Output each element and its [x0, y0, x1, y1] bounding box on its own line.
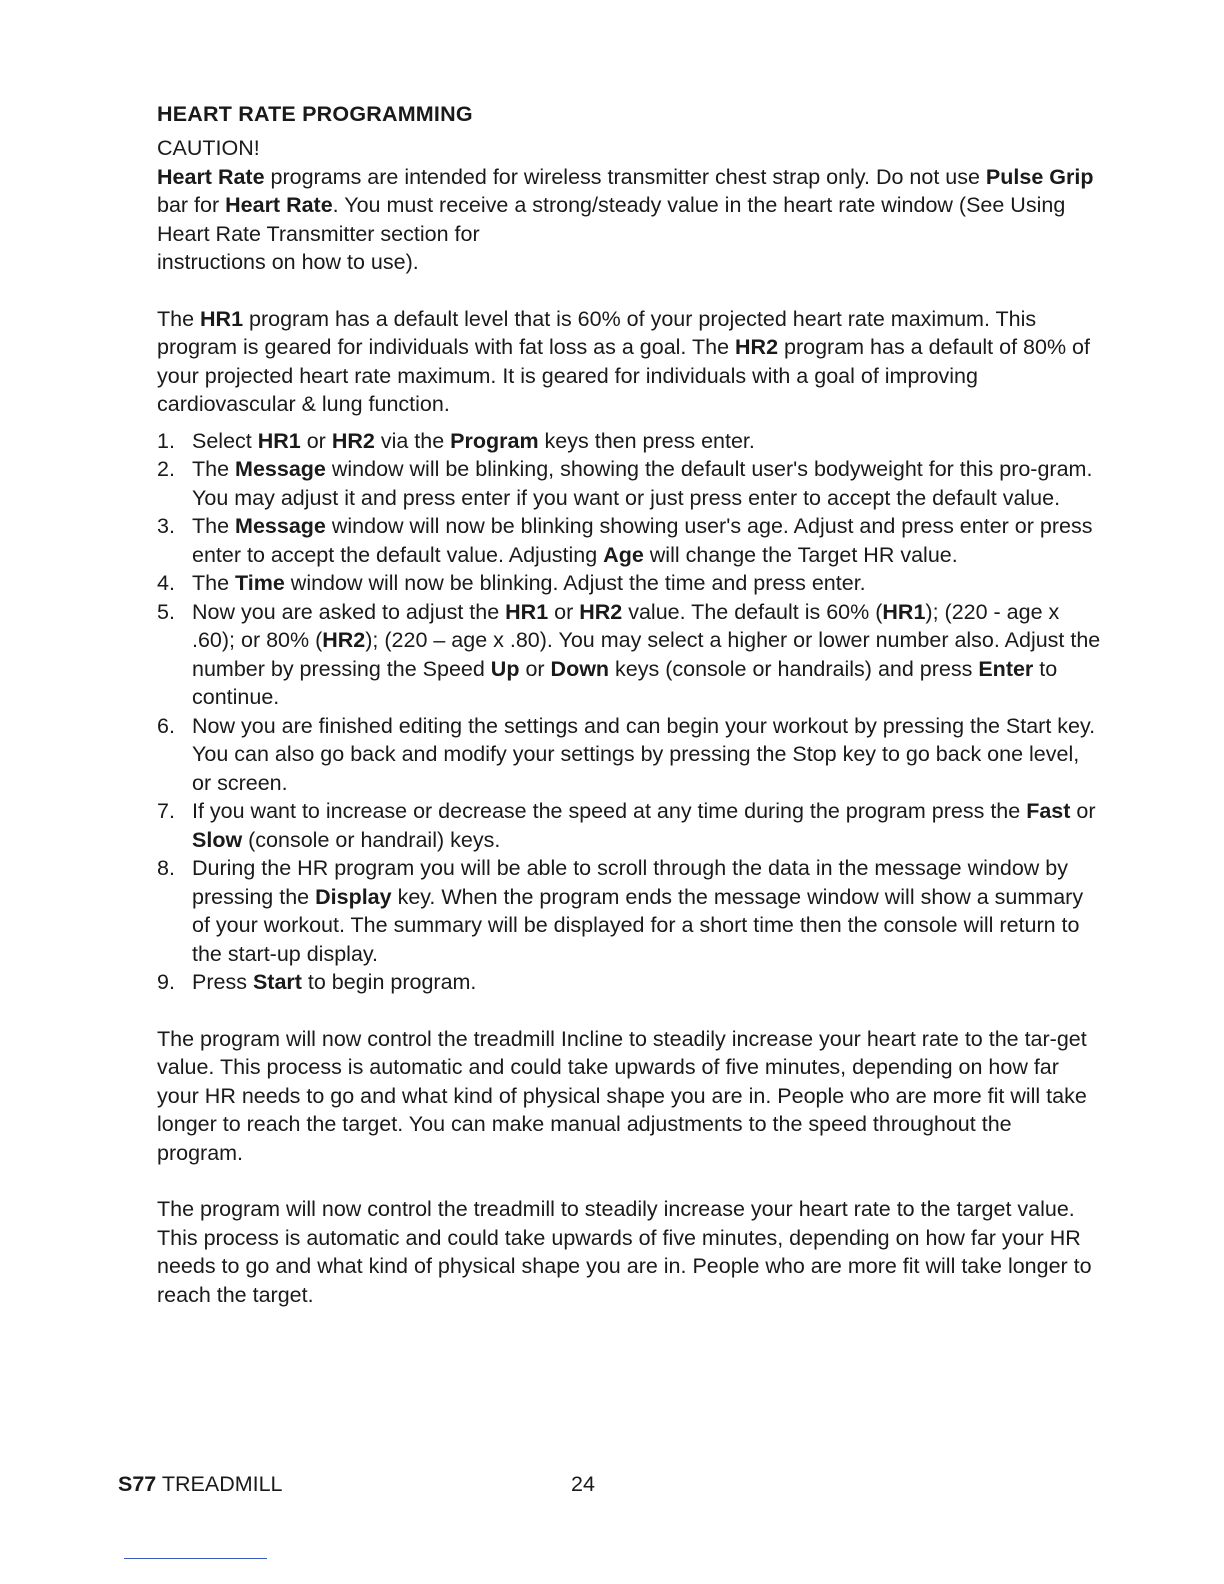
text-run: . You must receive a strong/steady value in the heart rate window (See Using Heart Rate Transmitter section for [157, 193, 1066, 246]
bold-term: Message [235, 457, 326, 481]
text-run: program has a default level that is 60% of your projected heart rate maximum. This program is geared for individuals with fat loss as a goal. The [157, 306, 1037, 359]
bold-term: Down [550, 656, 610, 681]
steps-list [157, 427, 1102, 997]
bold-term: HR1 [882, 599, 926, 624]
list-number: 3. [157, 514, 175, 538]
bold-term: Program [450, 428, 539, 453]
bold-term: HR2 [322, 628, 366, 652]
footer-product: TREADMILL [156, 1472, 283, 1496]
list-item: 8. During the HR program you will be able to scroll through the data in the message window by pressing the Display key. When the program ends the message window will show a summary of your workout. The summary will be displayed for a short time then the console will return to the start-up display. [157, 856, 1084, 966]
section-heading: HEART RATE PROGRAMMING [157, 102, 473, 126]
bold-term: Time [235, 571, 285, 595]
bottom-rule [124, 1558, 267, 1559]
incline-paragraph: The program will now control the treadmill Incline to steadily increase your heart rate to the tar-get value. This process is automatic and could take upwards of five minutes, depending on how far your HR needs to go and what kind of physical shape you are in. People who are more fit will take longer to reach the target. You can make manual adjustments to the speed throughout the program. [157, 1026, 1087, 1165]
bold-term: Up [490, 656, 520, 681]
bold-term: HR1 [505, 599, 549, 624]
list-item: 5. Now you are asked to adjust the HR1 or HR2 value. The default is 60% (HR1); (220 - age x .60); or 80% (HR2); (220 – age x .80). You may select a higher or lower number also. Adjust the number by pressing the Speed Up or Down keys (console or handrails) and press Enter to continue. [157, 599, 1101, 709]
list-item: 4. The Time window will now be blinking. Adjust the time and press enter. [157, 569, 1102, 598]
bold-term: Slow [192, 827, 243, 852]
bold-term: Display [315, 884, 392, 909]
list-number: 4. [157, 571, 175, 595]
list-number: 1. [157, 428, 175, 453]
text-run: instructions on how to use). [157, 250, 419, 274]
list-item: 7. If you want to increase or decrease the speed at any time during the program press the Fast or Slow (console or handrail) keys. [157, 799, 1096, 852]
bold-term: HR2 [735, 335, 779, 359]
list-number: 9. [157, 970, 175, 994]
bold-term: HR2 [579, 599, 623, 624]
list-number: 2. [157, 457, 175, 481]
list-item: 3. The Message window will now be blinking showing user's age. Adjust and press enter or press enter to accept the default value. Adjusting Age will change the Target HR value. [157, 514, 1093, 567]
footer-model: S77 [118, 1472, 157, 1496]
bold-term: Fast [1026, 799, 1071, 823]
text-run: program has a default of 80% of your projected heart rate maximum. It is geared for individuals with a goal of improving cardiovascular & lung function. [157, 335, 1090, 416]
bold-term: Heart Rate [225, 193, 333, 217]
bold-term: Pulse Grip [985, 164, 1094, 189]
caution-paragraph [157, 163, 1102, 277]
list-number: 8. [157, 856, 175, 880]
document-page [157, 100, 1102, 1309]
bold-term: Message [235, 514, 326, 538]
bold-term: Age [603, 542, 644, 567]
target-paragraph: The program will now control the treadmill to steadily increase your heart rate to the target value. This process is automatic and could take upwards of five minutes, depending on how far your HR needs to go and what kind of physical shape you are in. People who are more fit will take longer to reach the target. [157, 1197, 1092, 1307]
page-footer [118, 1470, 818, 1498]
bold-term: Heart Rate [157, 164, 265, 189]
page-number: 24 [571, 1472, 595, 1496]
bold-term: Start [252, 970, 302, 994]
text-run: programs are intended for wireless transmitter chest strap only. Do not use [264, 164, 986, 189]
bold-term: HR1 [200, 306, 244, 331]
list-item: 2. The Message window will be blinking, showing the default user's bodyweight for this pro-gram. You may adjust it and press enter if you want or just press enter to accept the default value. [157, 457, 1093, 510]
bold-term: Enter [978, 656, 1034, 681]
list-item: 6. Now you are finished editing the settings and can begin your workout by pressing the Start key. You can also go back and modify your settings by pressing the Stop key to go back one level, or screen. [157, 713, 1096, 795]
caution-label: CAUTION! [157, 136, 260, 160]
text-run: bar for [157, 193, 226, 217]
bold-term: HR2 [331, 428, 375, 453]
text-run: The [157, 306, 201, 331]
list-item: 9. Press Start to begin program. [157, 968, 1102, 997]
hr-programs-paragraph [157, 305, 1102, 419]
list-number: 6. [157, 713, 175, 738]
list-item: 1. Select HR1 or HR2 via the Program keys then press enter. [157, 427, 1102, 456]
list-number: 7. [157, 799, 175, 823]
bold-term: HR1 [257, 428, 301, 453]
list-number: 5. [157, 599, 175, 624]
